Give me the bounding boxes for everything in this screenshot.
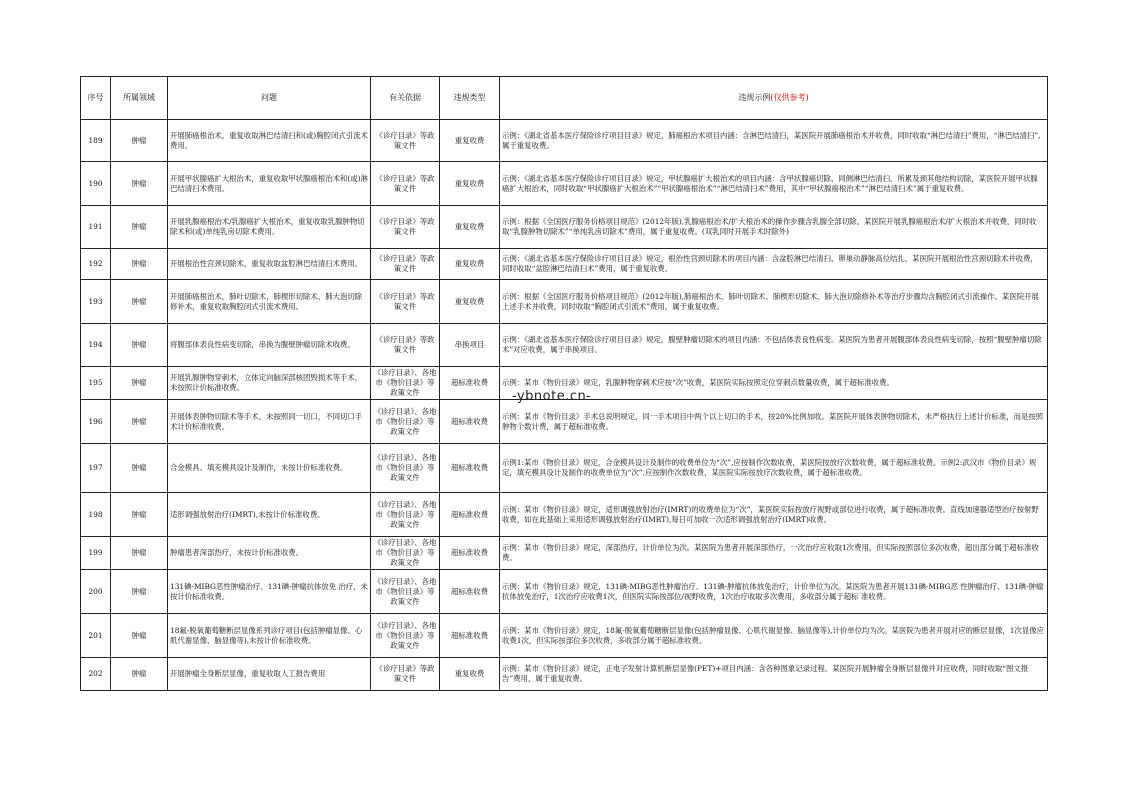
row-example: 示例：某市《物价目录》规定，深部热疗，计价单位为次。某医院为患者开展深部热疗，一次治疗应收取1次费用，但实际按照部位多次收费，超出部分属于超标准收费。 — [500, 537, 1048, 570]
row-type: 超标准收费 — [440, 400, 500, 444]
row-type: 超标准收费 — [440, 570, 500, 614]
row-field: 肿瘤 — [111, 324, 168, 367]
table-row — [81, 162, 1048, 206]
row-problem: 开展体表肿物切除术等手术，未按照同一切口，不同切口手术计价标准收费。 — [168, 400, 371, 444]
row-example: 示例：某市《物价目录》手术总说明规定，同一手术项目中两个以上切口的手术，按20%比例加收。某医院开展体表肿物切除术，未严格执行上述计价标准，而是按照肿物个数计费，属于超标准收费。 — [500, 400, 1048, 444]
table-row — [81, 493, 1048, 537]
row-field: 肿瘤 — [111, 280, 168, 324]
row-basis: 《诊疗目录》、各地市《物价目录》等政策文件 — [371, 444, 440, 493]
row-problem: 开展肺癌根治术，重复收取淋巴结清扫和(或)胸腔闭式引流术费用。 — [168, 120, 371, 162]
table-row — [81, 570, 1048, 614]
header-example — [500, 77, 1048, 120]
table-row — [81, 614, 1048, 658]
row-field: 肿瘤 — [111, 249, 168, 280]
row-type: 超标准收费 — [440, 367, 500, 400]
row-example: 示例：根据《全国医疗服务价格项目规范》(2012年版),乳腺癌根治术/扩大根治术的操作步骤含乳腺全部切除。某医院开展乳腺癌根治术/扩大根治术并收费，同时收取“乳腺肿物切除术”“单纯乳房切除术”费用，属于重复收费。(双乳同时开展手术时除外) — [500, 206, 1048, 249]
row-problem: 开展根治性宫颈切除术，重复收取盆腔淋巴结清扫术费用。 — [168, 249, 371, 280]
row-problem: 开展乳腺癌根治术/乳腺癌扩大根治术，重复收取乳腺肿物切除术和(或)单纯乳房切除术费用。 — [168, 206, 371, 249]
row-problem: 开展甲状腺癌扩大根治术，重复收取甲状腺癌根治术和(或)淋巴结清扫术费用。 — [168, 162, 371, 206]
row-field: 肿瘤 — [111, 400, 168, 444]
row-basis: 《诊疗目录》、各地市《物价目录》等政策文件 — [371, 614, 440, 658]
row-type: 超标准收费 — [440, 537, 500, 570]
row-index: 202 — [81, 658, 111, 691]
row-index: 191 — [81, 206, 111, 249]
row-basis: 《诊疗目录》等政策文件 — [371, 324, 440, 367]
row-type: 串换项目 — [440, 324, 500, 367]
row-index: 195 — [81, 367, 111, 400]
row-basis: 《诊疗目录》、各地市《物价目录》等政策文件 — [371, 493, 440, 537]
row-field: 肿瘤 — [111, 367, 168, 400]
row-problem: 开展乳腺肿物穿刺术，立体定向脑深部核团毁损术等手术，未按照计价标准收费。 — [168, 367, 371, 400]
table-row — [81, 658, 1048, 691]
row-basis: 《诊疗目录》、各地市《物价目录》等政策文件 — [371, 537, 440, 570]
row-field: 肿瘤 — [111, 614, 168, 658]
header-example-label: 违规示例 — [738, 93, 771, 102]
row-example: 示例：《湖北省基本医疗保险诊疗项目目录》规定，甲状腺癌扩大根治术的项目内涵：含甲状腺癌切除、同侧淋巴结清扫、所累及颈其他结构切除，某医院开展甲状腺癌扩大根治术，同时收取“甲状腺癌扩大根治术”“甲状腺癌根治术”“淋巴结清扫术”费用，其中“甲状腺癌根治术”“淋巴结清扫术”属于重复收费。 — [500, 162, 1048, 206]
row-field: 肿瘤 — [111, 537, 168, 570]
header-basis: 有关依据 — [371, 77, 440, 120]
row-basis: 《诊疗目录》等政策文件 — [371, 280, 440, 324]
row-index: 201 — [81, 614, 111, 658]
row-index: 199 — [81, 537, 111, 570]
header-example-note: (仅供参考) — [770, 93, 809, 102]
row-example: 示例：根据《全国医疗服务价格项目规范》(2012年版),肺癌根治术、肺叶切除术、肺楔形切除术、肺大泡切除修补术等治疗步骤均含胸腔闭式引流操作。某医院开展上述手术并收费，同时收取“胸腔闭式引流术”费用，属于重复收费。 — [500, 280, 1048, 324]
row-index: 197 — [81, 444, 111, 493]
table-row — [81, 400, 1048, 444]
row-example: 示例：某市《物价目录》规定，适形调强放射治疗(IMRT)的收费单位为“次”，某医院实际按放疗视野或部位进行收费，属于超标准收费。直线加速器适型治疗按射野收费，如在此基础上采用适形调强放射治疗(IMRT),每日可加收一次适形调强放射治疗(IMRT)收费。 — [500, 493, 1048, 537]
row-type: 重复收费 — [440, 658, 500, 691]
row-index: 196 — [81, 400, 111, 444]
row-problem: 131碘-MIBG恶性肿瘤治疗、131碘-肿瘤抗体放免 治疗，未按计价标准收费。 — [168, 570, 371, 614]
row-index: 193 — [81, 280, 111, 324]
row-example: 示例：某市《物价目录》规定，18氟-脱氧葡萄糖断层显像(包括肿瘤显像、心肌代谢显像、脑显像等),计价单位均为次。某医院为患者开展对应的断层显像，1次显像应收费1次，但实际按部位多次收费，多收部分属于超标准收费。 — [500, 614, 1048, 658]
row-basis: 《诊疗目录》等政策文件 — [371, 658, 440, 691]
row-type: 重复收费 — [440, 280, 500, 324]
row-basis: 《诊疗目录》、各地市《物价目录》等政策文件 — [371, 367, 440, 400]
row-type: 重复收费 — [440, 162, 500, 206]
row-index: 192 — [81, 249, 111, 280]
violation-table — [80, 76, 1048, 691]
policy-table-sheet — [80, 76, 1047, 691]
row-problem: 18氟-脱氧葡萄糖断层显像系列诊疗项目(包括肿瘤显像、心肌代谢显像、脑显像等),未按计价标准收费。 — [168, 614, 371, 658]
row-field: 肿瘤 — [111, 444, 168, 493]
row-problem: 适形调强放射治疗(IMRT),未按计价标准收费。 — [168, 493, 371, 537]
row-basis: 《诊疗目录》等政策文件 — [371, 162, 440, 206]
table-row — [81, 206, 1048, 249]
row-field: 肿瘤 — [111, 493, 168, 537]
row-basis: 《诊疗目录》等政策文件 — [371, 120, 440, 162]
row-problem: 合金模具、填充模具设计及制作，未按计价标准收费。 — [168, 444, 371, 493]
row-example: 示例1:某市《物价目录》规定，合金模具设计及制作的收费单位为“次”,应按制作次数收费，某医院按放疗次数收费，属于超标准收费。示例2:武汉市《物价目录》规定，填充模具设计及制作的收费单位为“次”,应按制作次数收费，某医院实际按放疗次数收费，属于超标准收费。 — [500, 444, 1048, 493]
row-example: 示例：《湖北省基本医疗保险诊疗项目目录》规定，根治性宫颈切除术的项目内涵：含盆腔淋巴结清扫、卵巢动静脉高位结扎，某医院开展根治性宫颈切除术并收费，同时收取“盆腔淋巴结清扫术”费用，属于重复收费。 — [500, 249, 1048, 280]
row-index: 190 — [81, 162, 111, 206]
row-problem: 将腹部体表良性病变切除，串换为腹壁肿瘤切除术收费。 — [168, 324, 371, 367]
row-index: 194 — [81, 324, 111, 367]
row-example: 示例：《湖北省基本医疗保险诊疗项目目录》规定，腹壁肿瘤切除术的项目内涵：不包括体表良性病变。某医院为患者开展腹部体表良性病变切除，按照“腹壁肿瘤切除术”对应收费，属于串换项目。 — [500, 324, 1048, 367]
header-index: 序号 — [81, 77, 111, 120]
row-type: 超标准收费 — [440, 444, 500, 493]
row-problem: 开展肺癌根治术，肺叶切除术，肺楔形切除术、肺大泡切除修补术，重复收取胸腔闭式引流术费用。 — [168, 280, 371, 324]
row-problem: 开展肿瘤全身断层显像，重复收取人工报告费用 — [168, 658, 371, 691]
row-field: 肿瘤 — [111, 658, 168, 691]
row-index: 200 — [81, 570, 111, 614]
row-problem: 肿瘤患者深部热疗，未按计价标准收费。 — [168, 537, 371, 570]
header-field: 所属领域 — [111, 77, 168, 120]
row-basis: 《诊疗目录》、各地市《物价目录》等政策文件 — [371, 570, 440, 614]
row-field: 肿瘤 — [111, 120, 168, 162]
row-example: 示例：某市《物价目录》规定，正电子发射计算机断层显像(PET)+项目内涵：含各种图象记录过程。某医院开展肿瘤全身断层显像并对应收费，同时收取“图文报告”费用，属于重复收费。 — [500, 658, 1048, 691]
row-field: 肿瘤 — [111, 206, 168, 249]
row-example: 示例：《湖北省基本医疗保险诊疗项目目录》规定，肺癌根治术项目内涵：含淋巴结清扫，某医院开展肺癌根治术并收费，同时收取“淋巴结清扫”费用，“淋巴结清扫”,属于重复收费。 — [500, 120, 1048, 162]
row-index: 189 — [81, 120, 111, 162]
row-example: 示例：某市《物价目录》规定，乳腺肿物穿刺术应按“次”收费，某医院实际按照定位穿刺点数量收费，属于超标准收费。 — [500, 367, 1048, 400]
row-basis: 《诊疗目录》等政策文件 — [371, 249, 440, 280]
row-basis: 《诊疗目录》、各地市《物价目录》等政策文件 — [371, 400, 440, 444]
row-basis: 《诊疗目录》等政策文件 — [371, 206, 440, 249]
row-type: 重复收费 — [440, 249, 500, 280]
table-row — [81, 120, 1048, 162]
row-type: 重复收费 — [440, 206, 500, 249]
header-type: 违规类型 — [440, 77, 500, 120]
row-field: 肿瘤 — [111, 162, 168, 206]
header-problem: 问题 — [168, 77, 371, 120]
table-row — [81, 537, 1048, 570]
row-index: 198 — [81, 493, 111, 537]
header-row — [81, 77, 1048, 120]
row-type: 重复收费 — [440, 120, 500, 162]
row-example: 示例：某市《物价目录》规定，131碘-MIBG恶性肿瘤治疗、131碘-肿瘤抗体放免治疗，计价单位为次。某医院为患者开展131碘-MIBG恶 性肿瘤治疗、131碘-肿瘤抗体放免治疗，1次治疗应收费1次，但医院实际按部位/视野收费，1次治疗收取多次费用，多收部分属于超标 准收费。 — [500, 570, 1048, 614]
watermark-text: -ybnote.cn- — [512, 389, 592, 404]
table-row — [81, 280, 1048, 324]
table-row — [81, 249, 1048, 280]
table-row — [81, 444, 1048, 493]
row-field: 肿瘤 — [111, 570, 168, 614]
row-type: 超标准收费 — [440, 493, 500, 537]
row-type: 超标准收费 — [440, 614, 500, 658]
table-row — [81, 324, 1048, 367]
